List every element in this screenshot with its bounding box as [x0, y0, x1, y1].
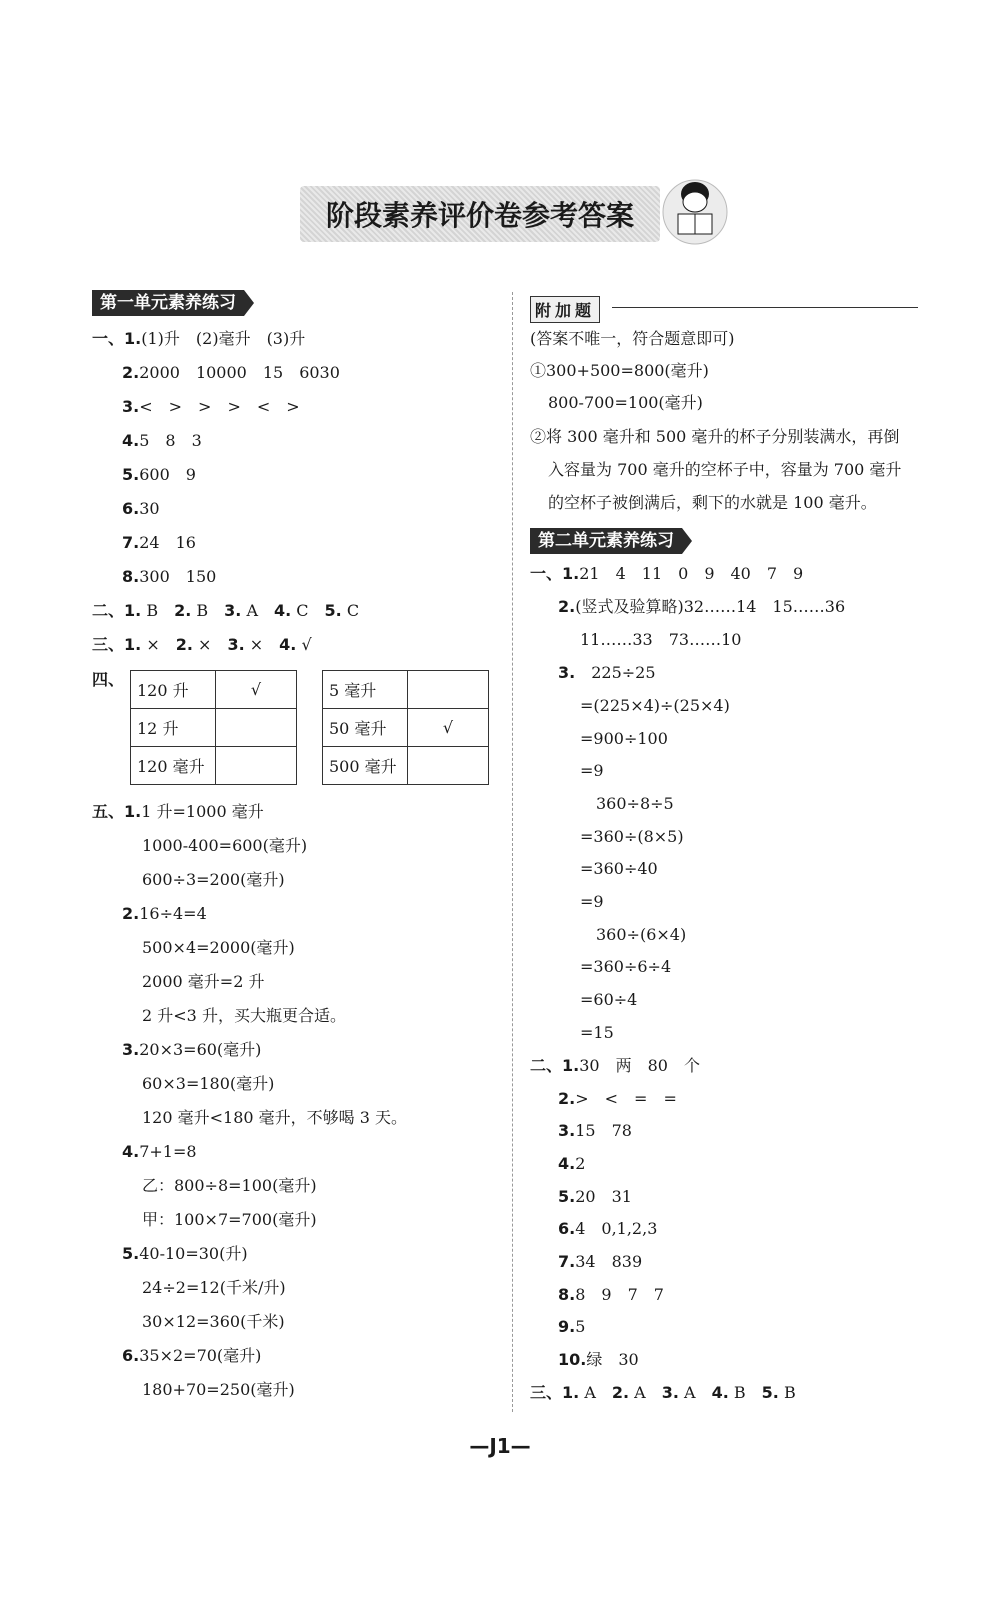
left-answer-line	[122, 1346, 261, 1366]
reading-child-icon	[660, 172, 730, 247]
answer-text: 40-10=30(升)	[139, 1244, 248, 1263]
answer-text: ×	[141, 635, 160, 654]
answer-text: 600 9	[139, 465, 196, 484]
right-answer-line	[548, 460, 901, 480]
answer-text: =9	[580, 892, 604, 911]
answer-text: ②将 300 毫升和 500 毫升的杯子分别装满水，再倒	[530, 427, 900, 446]
bonus-title-rule	[612, 307, 918, 308]
answer-text: > < = =	[575, 1089, 677, 1108]
right-answer-line	[580, 990, 637, 1010]
right-answer-line	[558, 597, 845, 617]
right-answer-line	[580, 696, 730, 716]
left-answer-line	[92, 601, 359, 621]
answer-text: 7+1=8	[139, 1142, 197, 1161]
answer-text: ×	[192, 635, 212, 654]
question-number: 3.	[558, 1121, 576, 1140]
question-number: 3.	[558, 663, 576, 682]
answer-text: 2 升<3 升，买大瓶更合适。	[142, 1006, 346, 1025]
question-number: 3.	[227, 635, 245, 654]
answer-text: 600÷3=200(毫升)	[142, 870, 285, 889]
question-number: 2.	[174, 601, 192, 620]
left-answer-line	[142, 1210, 317, 1230]
capacity-cell: 50 毫升	[323, 709, 408, 747]
part-prefix: 二、	[530, 1056, 563, 1075]
right-answer-line	[558, 1317, 585, 1337]
question-number: 10.	[558, 1350, 587, 1369]
question-number: 6.	[558, 1219, 576, 1238]
question-number: 4.	[711, 1383, 729, 1402]
left-answer-line	[142, 1312, 285, 1332]
left-answer-line	[122, 363, 340, 383]
question-number: 1.	[562, 1383, 580, 1402]
right-answer-line	[558, 1154, 585, 1174]
question-number: 3.	[224, 601, 242, 620]
table-row	[131, 709, 297, 747]
question-number: 4.	[279, 635, 297, 654]
left-answer-line	[142, 1278, 286, 1298]
capacity-cell: 120 毫升	[131, 747, 216, 785]
question-number: 4.	[122, 1142, 140, 1161]
answer-text: 1 升=1000 毫升	[141, 802, 264, 821]
answer-text: A	[241, 601, 258, 620]
question-number: 8.	[558, 1285, 576, 1304]
left-answer-line	[92, 670, 124, 690]
answer-text: ×	[244, 635, 264, 654]
check-mark-cell	[216, 747, 297, 785]
answer-text: 15 78	[575, 1121, 632, 1140]
left-answer-line	[142, 1074, 274, 1094]
answer-text: =9	[580, 761, 604, 780]
answer-text: B	[141, 601, 159, 620]
answer-text: 甲：100×7=700(毫升)	[142, 1210, 317, 1229]
left-answer-line	[92, 329, 305, 349]
part-prefix: 三、	[92, 635, 125, 654]
answer-text: =360÷(8×5)	[580, 827, 684, 846]
question-number: 3.	[122, 397, 140, 416]
question-number: 4.	[122, 431, 140, 450]
right-answer-line	[580, 630, 741, 650]
left-answer-line	[92, 635, 312, 655]
question-number: 2.	[122, 363, 140, 382]
right-answer-line	[558, 1252, 642, 1272]
answer-text: 乙：800÷8=100(毫升)	[142, 1176, 317, 1195]
left-answer-line	[142, 1108, 407, 1128]
table-row	[323, 709, 489, 747]
check-mark-cell: √	[216, 671, 297, 709]
left-answer-line	[92, 802, 264, 822]
answer-text: 2000 10000 15 6030	[139, 363, 340, 382]
answer-text: C	[341, 601, 360, 620]
answer-text: B	[191, 601, 209, 620]
left-answer-line	[142, 836, 307, 856]
table-row	[323, 671, 489, 709]
part-prefix: 二、	[92, 601, 125, 620]
right-answer-line	[580, 892, 604, 912]
answer-text: 500×4=2000(毫升)	[142, 938, 295, 957]
answer-text: 8 9 7 7	[575, 1285, 664, 1304]
unit2-section-title: 第二单元素养练习	[530, 528, 682, 554]
answer-text: B	[778, 1383, 796, 1402]
check-mark-cell	[408, 671, 489, 709]
answer-text: 24÷2=12(千米/升)	[142, 1278, 286, 1297]
check-mark-cell: √	[408, 709, 489, 747]
answer-text: 11……33 73……10	[580, 630, 742, 649]
right-answer-line	[580, 1023, 614, 1043]
answer-text: 20 31	[575, 1187, 632, 1206]
column-divider	[512, 292, 513, 1412]
answer-text: 360÷(6×4)	[596, 925, 687, 944]
right-answer-line	[580, 859, 658, 879]
question-number: 6.	[122, 499, 140, 518]
answer-text: √	[296, 635, 312, 654]
question-number: 2.	[558, 1089, 576, 1108]
answer-text: 2	[575, 1154, 586, 1173]
question-number: 5.	[761, 1383, 779, 1402]
question-number: 1.	[562, 564, 580, 583]
question-number: 7.	[122, 533, 140, 552]
right-answer-line	[530, 1383, 796, 1403]
right-answer-line	[558, 1285, 664, 1305]
question-number: 6.	[122, 1346, 140, 1365]
question-number: 1.	[124, 802, 142, 821]
answer-text: 21 4 11 0 9 40 7 9	[579, 564, 804, 583]
right-answer-line	[558, 1350, 639, 1370]
question-number: 2.	[175, 635, 193, 654]
right-answer-line	[558, 1187, 632, 1207]
answer-text: (答案不唯一，符合题意即可)	[530, 329, 735, 348]
answer-text: B	[728, 1383, 746, 1402]
right-answer-line	[548, 493, 877, 513]
capacity-cell: 5 毫升	[323, 671, 408, 709]
question-number: 5.	[122, 1244, 140, 1263]
answer-text: 120 毫升<180 毫升，不够喝 3 天。	[142, 1108, 408, 1127]
answer-text: 30	[139, 499, 160, 518]
unit1-q4-table-right	[322, 670, 489, 785]
right-answer-line	[558, 663, 656, 683]
right-answer-line	[558, 1219, 657, 1239]
answer-text: 60×3=180(毫升)	[142, 1074, 275, 1093]
answer-text: 16÷4=4	[139, 904, 207, 923]
answer-text: 800-700=100(毫升)	[548, 393, 703, 412]
part-prefix: 四、	[92, 670, 125, 689]
unit1-q4-table-left	[130, 670, 297, 785]
capacity-cell: 12 升	[131, 709, 216, 747]
check-mark-cell	[408, 747, 489, 785]
question-number: 1.	[124, 635, 142, 654]
answer-text: 4 0,1,2,3	[575, 1219, 658, 1238]
question-number: 4.	[274, 601, 292, 620]
capacity-cell: 120 升	[131, 671, 216, 709]
question-number: 4.	[558, 1154, 576, 1173]
answer-text: 30×12=360(千米)	[142, 1312, 285, 1331]
right-answer-line	[580, 761, 604, 781]
answer-text: 5	[575, 1317, 586, 1336]
question-number: 7.	[558, 1252, 576, 1271]
answer-text: A	[629, 1383, 646, 1402]
answer-text: 35×2=70(毫升)	[139, 1346, 262, 1365]
bonus-section-title: 附加题	[530, 296, 600, 323]
right-answer-line	[530, 329, 735, 349]
left-answer-line	[122, 567, 216, 587]
left-answer-line	[142, 870, 285, 890]
right-answer-line	[580, 957, 671, 977]
right-answer-line	[558, 1089, 677, 1109]
question-number: 8.	[122, 567, 140, 586]
question-number: 9.	[558, 1317, 576, 1336]
part-prefix: 三、	[530, 1383, 563, 1402]
question-number: 1.	[562, 1056, 580, 1075]
question-number: 5.	[324, 601, 342, 620]
left-answer-line	[122, 397, 300, 417]
table-row	[323, 747, 489, 785]
left-answer-line	[122, 533, 196, 553]
part-prefix: 一、	[92, 329, 125, 348]
answer-text: A	[579, 1383, 596, 1402]
answer-text: 绿 30	[586, 1350, 639, 1369]
left-answer-line	[122, 431, 202, 451]
right-answer-line	[580, 729, 668, 749]
left-answer-line	[122, 1040, 261, 1060]
answer-text: =60÷4	[580, 990, 638, 1009]
left-answer-line	[142, 1380, 295, 1400]
answer-text: 20×3=60(毫升)	[139, 1040, 262, 1059]
left-answer-line	[142, 972, 264, 992]
answer-text: 300 150	[139, 567, 217, 586]
left-answer-line	[122, 499, 160, 519]
capacity-cell: 500 毫升	[323, 747, 408, 785]
page-title: 阶段素养评价卷参考答案	[325, 199, 634, 232]
left-answer-line	[122, 904, 207, 924]
left-answer-line	[142, 938, 295, 958]
question-number: 2.	[558, 597, 576, 616]
answer-text: 2000 毫升=2 升	[142, 972, 265, 991]
answer-text: 30 两 80 个	[579, 1056, 700, 1075]
right-answer-line	[580, 827, 684, 847]
left-answer-line	[122, 1142, 197, 1162]
check-mark-cell	[216, 709, 297, 747]
answer-text: (竖式及验算略)32……14 15……36	[575, 597, 846, 616]
left-answer-line	[122, 465, 196, 485]
answer-text: 入容量为 700 毫升的空杯子中，容量为 700 毫升	[548, 460, 902, 479]
answer-text: =360÷6÷4	[580, 957, 672, 976]
right-answer-line	[530, 1056, 700, 1076]
answer-text: =15	[580, 1023, 614, 1042]
answer-text: =(225×4)÷(25×4)	[580, 696, 730, 715]
question-number: 1.	[124, 601, 142, 620]
right-answer-line	[530, 427, 899, 447]
answer-text: 360÷8÷5	[596, 794, 674, 813]
answer-text: 24 16	[139, 533, 196, 552]
answer-text: < > > > < >	[139, 397, 300, 416]
table-row	[131, 671, 297, 709]
right-answer-line	[596, 925, 686, 945]
question-number: 3.	[661, 1383, 679, 1402]
question-number: 2.	[611, 1383, 630, 1402]
answer-text: =900÷100	[580, 729, 668, 748]
right-answer-line	[548, 393, 703, 413]
answer-text: 225÷25	[575, 663, 656, 682]
unit1-section-title: 第一单元素养练习	[92, 290, 244, 316]
question-number: 5.	[558, 1187, 576, 1206]
right-answer-line	[596, 794, 674, 814]
right-answer-line	[558, 1121, 632, 1141]
question-number: 3.	[122, 1040, 140, 1059]
answer-text: 180+70=250(毫升)	[142, 1380, 295, 1399]
answer-text: 的空杯子被倒满后，剩下的水就是 100 毫升。	[548, 493, 877, 512]
right-answer-line	[530, 564, 803, 584]
answer-text: 1000-400=600(毫升)	[142, 836, 308, 855]
page-number: —J1—	[469, 1434, 531, 1458]
answer-text: (1)升 (2)毫升 (3)升	[141, 329, 306, 348]
part-prefix: 一、	[530, 564, 563, 583]
answer-text: 5 8 3	[139, 431, 202, 450]
answer-text: ①300+500=800(毫升)	[530, 361, 709, 380]
table-row	[131, 747, 297, 785]
answer-text: C	[291, 601, 309, 620]
question-number: 1.	[124, 329, 142, 348]
answer-text: 34 839	[575, 1252, 643, 1271]
answer-text: A	[678, 1383, 696, 1402]
question-number: 2.	[122, 904, 140, 923]
left-answer-line	[122, 1244, 248, 1264]
part-prefix: 五、	[92, 802, 125, 821]
answer-text: =360÷40	[580, 859, 658, 878]
right-answer-line	[530, 361, 709, 381]
left-answer-line	[142, 1006, 346, 1026]
page-title-banner	[300, 186, 660, 242]
left-answer-line	[142, 1176, 317, 1196]
question-number: 5.	[122, 465, 140, 484]
